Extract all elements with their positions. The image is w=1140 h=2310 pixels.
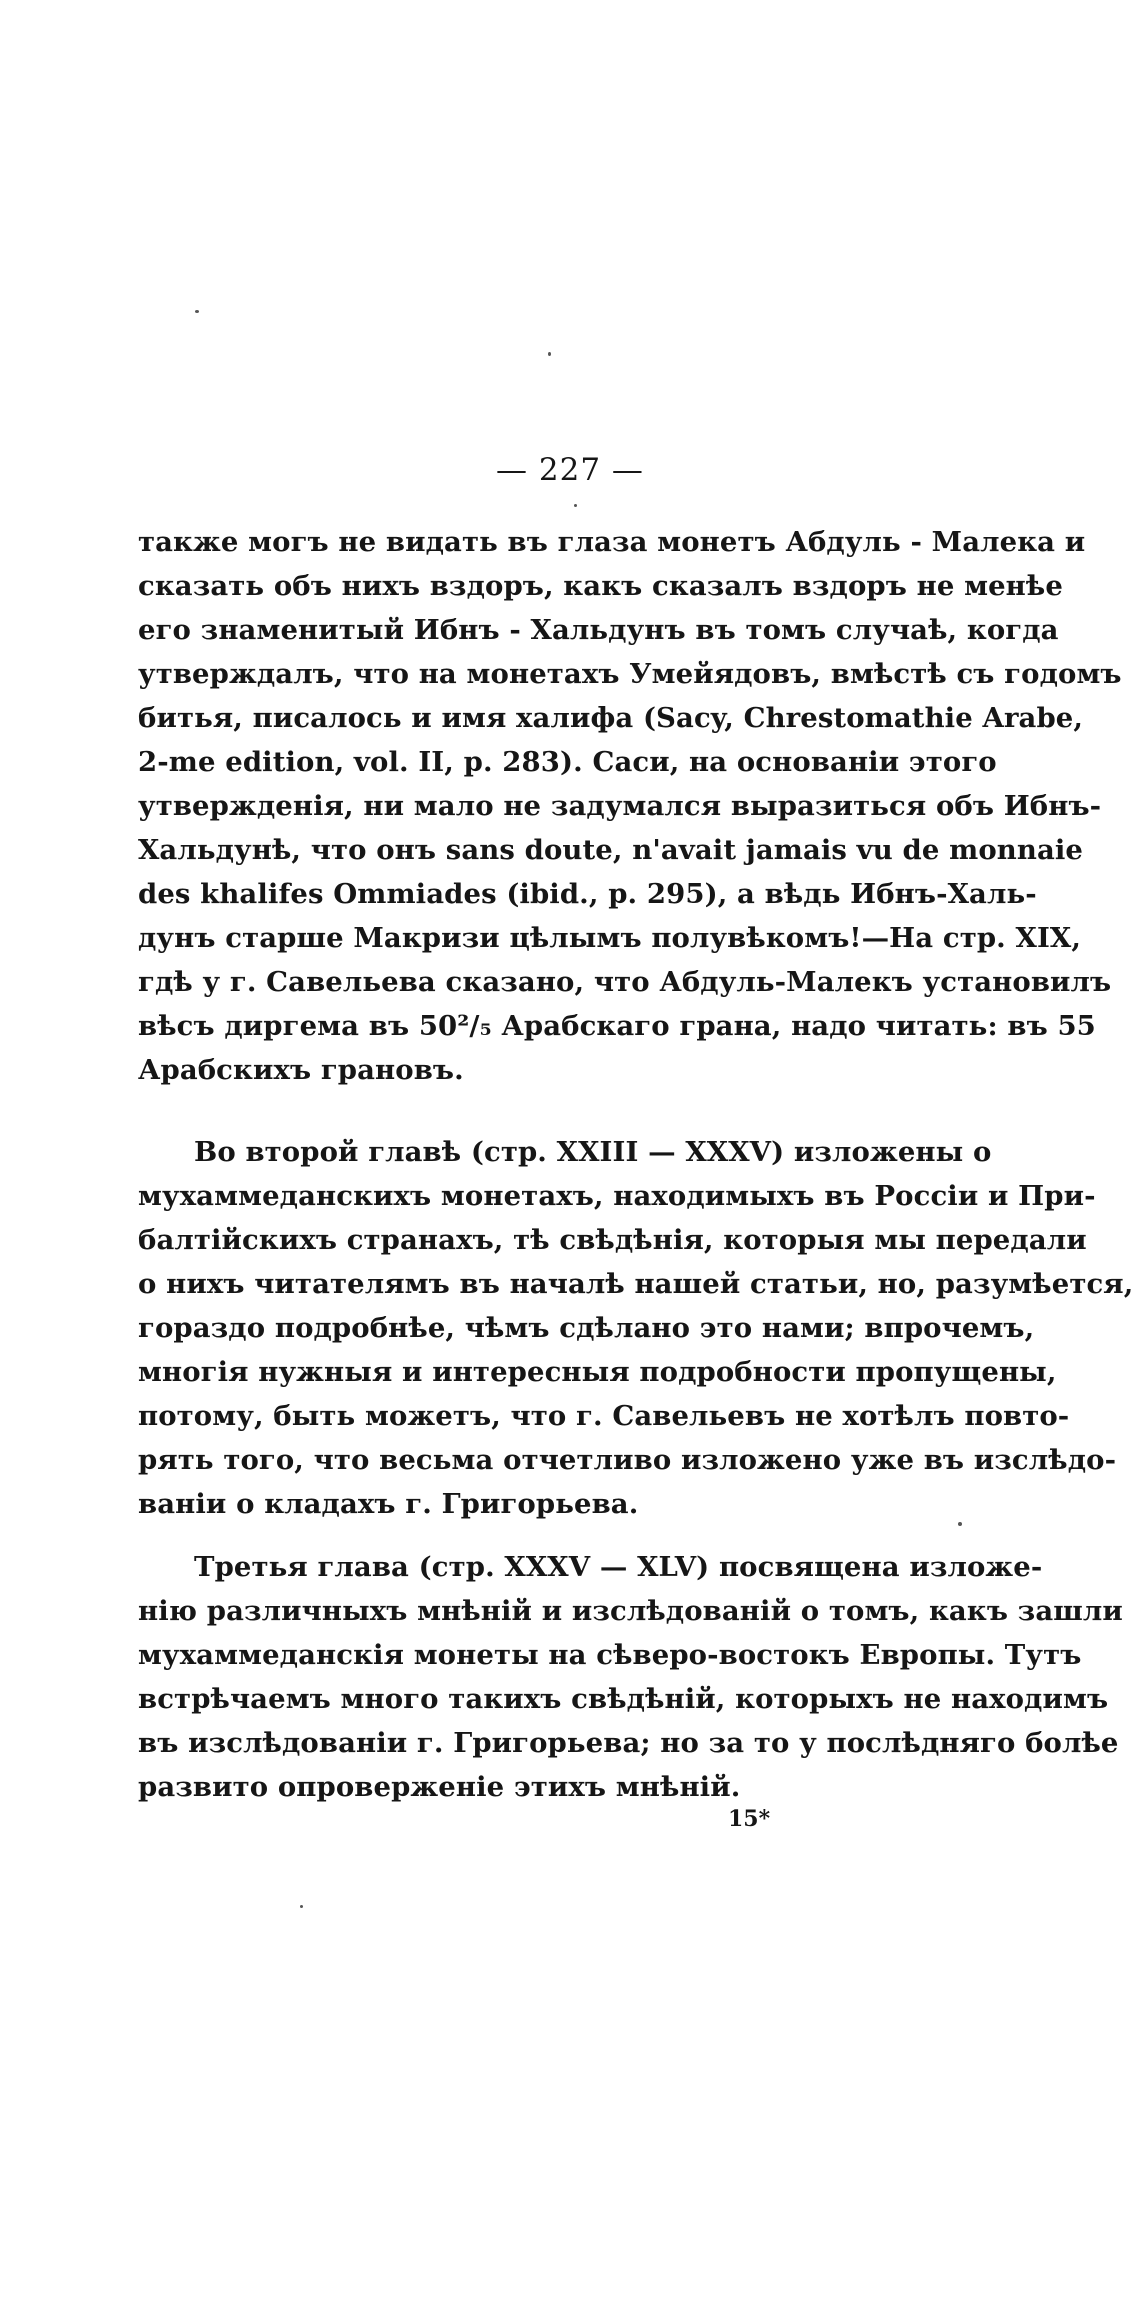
text-line: дунъ старше Макризи цѣлымъ полувѣкомъ!—На стр. XIX,: [138, 922, 1082, 954]
text-line: нію различныхъ мнѣній и изслѣдованій о томъ, какъ зашли: [138, 1595, 1123, 1627]
paragraph-1: [138, 520, 1122, 1092]
text-line: утвержденія, ни мало не задумался выразиться объ Ибнъ-: [138, 790, 1102, 822]
page-number: — 227 —: [496, 452, 644, 488]
scan-speck: [300, 1905, 303, 1908]
text-line: ваніи о кладахъ г. Григорьева.: [138, 1488, 639, 1520]
text-line: также могъ не видать въ глаза монетъ Абдуль - Малека и: [138, 526, 1086, 558]
printer-signature-mark: 15*: [728, 1806, 771, 1832]
text-line: сказать объ нихъ вздоръ, какъ сказалъ вздоръ не менѣе: [138, 570, 1063, 602]
scan-speck: [574, 504, 577, 507]
text-line: Во второй главѣ (стр. XXIII — XXXV) изложены о: [194, 1136, 992, 1168]
text-line: балтійскихъ странахъ, тѣ свѣдѣнія, которыя мы передали: [138, 1224, 1087, 1256]
text-line: многія нужныя и интересныя подробности пропущены,: [138, 1356, 1057, 1388]
text-line: Хальдунѣ, что онъ sans doute, n'avait jamais vu de monnaie: [138, 834, 1084, 866]
text-line: 2-me edition, vol. II, p. 283). Саси, на основаніи этого: [138, 746, 997, 778]
text-line: потому, быть можетъ, что г. Савельевъ не хотѣлъ повто-: [138, 1400, 1070, 1432]
text-line: Арабскихъ грановъ.: [138, 1054, 464, 1086]
text-line: о нихъ читателямъ въ началѣ нашей статьи, но, разумѣется,: [138, 1268, 1134, 1300]
text-line: гдѣ у г. Савельева сказано, что Абдуль-Малекъ установилъ: [138, 966, 1112, 998]
text-line: вѣсъ диргема въ 50²/₅ Арабскаго грана, надо читать: въ 55: [138, 1010, 1096, 1042]
text-line: des khalifes Ommiades (ibid., p. 295), а вѣдь Ибнъ-Халь-: [138, 878, 1037, 910]
text-line: развито опроверженіе этихъ мнѣній.: [138, 1771, 741, 1803]
text-line: въ изслѣдованіи г. Григорьева; но за то у послѣдняго болѣе: [138, 1727, 1119, 1759]
text-line: утверждалъ, что на монетахъ Умейядовъ, вмѣстѣ съ годомъ: [138, 658, 1122, 690]
scan-speck: [548, 352, 551, 356]
text-line: его знаменитый Ибнъ - Хальдунъ въ томъ случаѣ, когда: [138, 614, 1059, 646]
paragraph-3: [138, 1545, 1123, 1809]
text-line: Третья глава (стр. XXXV — XLV) посвящена изложе-: [194, 1551, 1043, 1583]
text-line: гораздо подробнѣе, чѣмъ сдѣлано это нами; впрочемъ,: [138, 1312, 1035, 1344]
scan-speck: [195, 310, 199, 313]
text-line: мухаммеданскихъ монетахъ, находимыхъ въ Россіи и При-: [138, 1180, 1096, 1212]
text-line: мухаммеданскія монеты на сѣверо-востокъ Европы. Тутъ: [138, 1639, 1082, 1671]
scan-speck: [958, 1522, 962, 1526]
text-line: битья, писалось и имя халифа (Sacy, Chrestomathie Arabe,: [138, 702, 1084, 734]
text-line: рять того, что весьма отчетливо изложено уже въ изслѣдо-: [138, 1444, 1117, 1476]
text-line: встрѣчаемъ много такихъ свѣдѣній, которыхъ не находимъ: [138, 1683, 1109, 1715]
paragraph-2: [138, 1130, 1134, 1526]
